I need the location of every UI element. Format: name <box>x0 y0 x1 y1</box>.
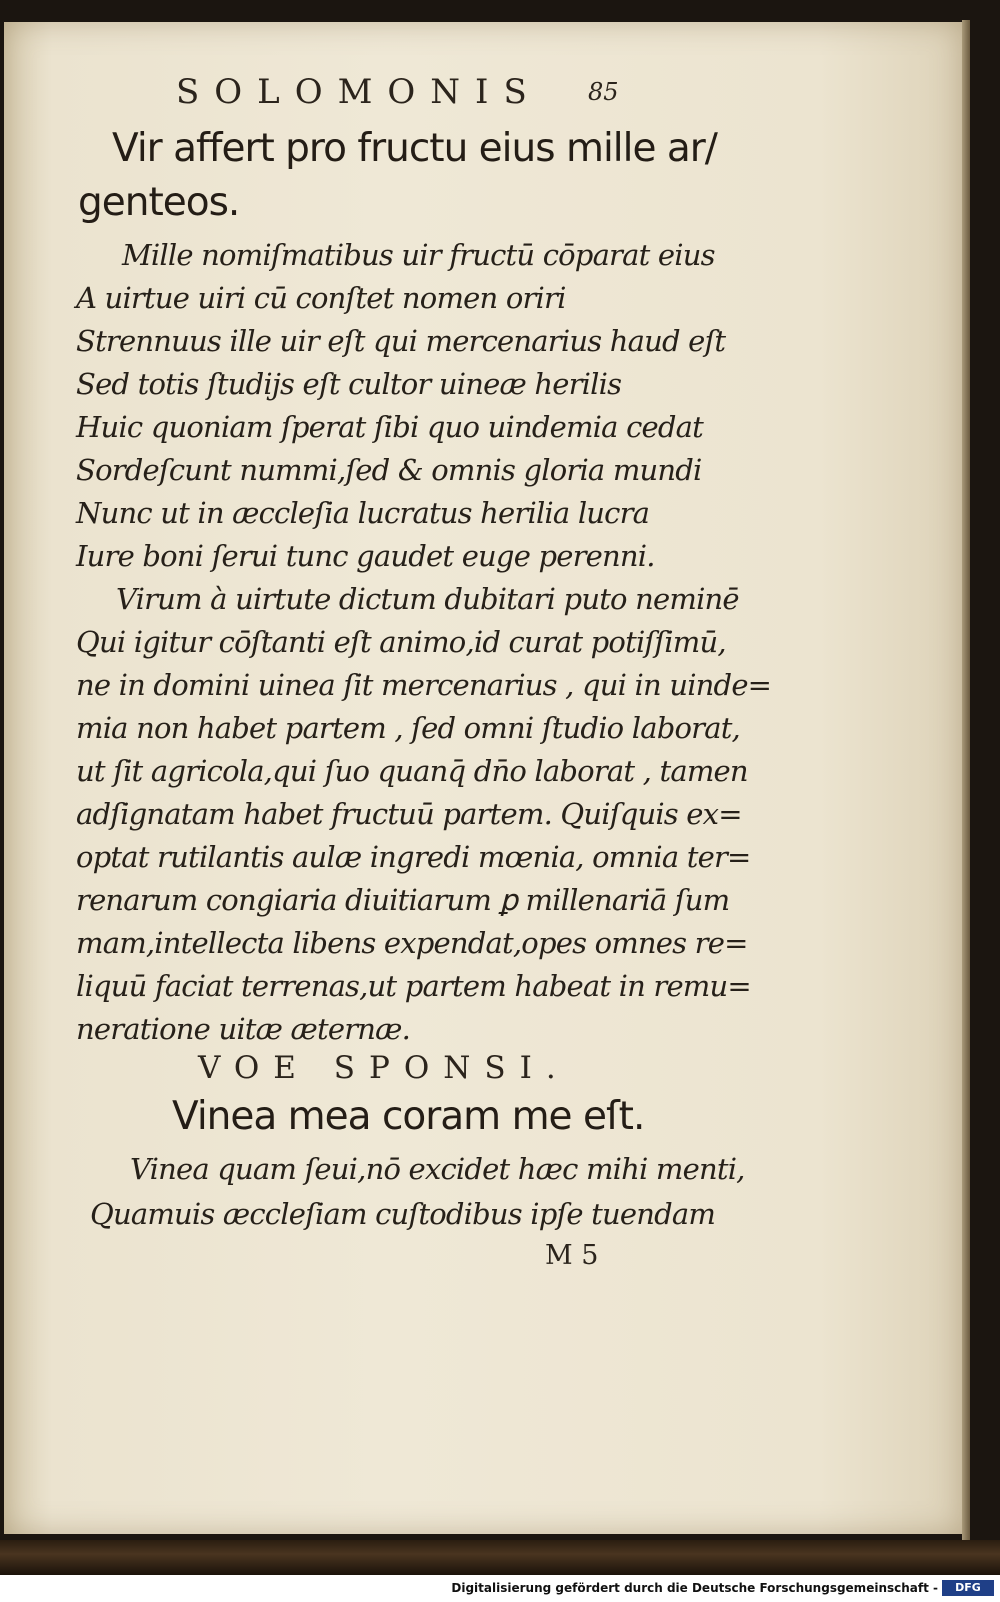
lemma-heading: Vinea mea coram me eſt. <box>172 1094 645 1139</box>
verse-line: Sordeſcunt nummi,ſed & omnis gloria mundi <box>76 453 702 487</box>
verse-line: A uirtue uiri cū conſtet nomen oriri <box>76 281 566 315</box>
verse-line: Iure boni ſerui tunc gaudet euge perenni. <box>76 539 655 573</box>
commentary-line: optat rutilantis aulæ ingredi mœnia, omnia ter= <box>76 840 751 874</box>
commentary-line: adſignatam habet fructuū partem. Quiſquis ex= <box>76 797 742 831</box>
footer-credit: Digitalisierung gefördert durch die Deutsche Forschungsgemeinschaft - <box>451 1581 938 1595</box>
verse-line: Nunc ut in æccleſia lucratus herilia lucra <box>76 496 650 530</box>
commentary-line: mia non habet partem , ſed omni ſtudio laborat, <box>76 711 740 745</box>
lemma-line-1: Vir affert pro fructu eius mille ar/ <box>112 126 717 171</box>
running-header: SOLOMONIS <box>176 72 542 112</box>
catchword: M 5 <box>545 1240 599 1271</box>
commentary-line: neratione uitæ æternæ. <box>76 1012 411 1046</box>
verse-line: Strennuus ille uir eſt qui mercenarius haud eſt <box>76 324 726 358</box>
commentary-line: Qui igitur cōſtanti eſt animo,id curat potiſſimū, <box>76 625 726 659</box>
verse-line: Huic quoniam ſperat ſibi quo uindemia cedat <box>76 410 703 444</box>
commentary-line: renarum congiaria diuitiarum ꝑ millenariā ſum <box>76 883 730 917</box>
commentary-line: Virum à uirtute dictum dubitari puto neminē <box>116 582 739 616</box>
commentary-line: mam,intellecta libens expendat,opes omnes re= <box>76 926 748 960</box>
folio-number: 85 <box>588 78 619 106</box>
verse-line: Sed totis ſtudijs eſt cultor uineæ herilis <box>76 367 622 401</box>
book-cover-edge <box>0 1540 1000 1575</box>
verse-line: Vinea quam ſeui,nō excidet hæc mihi menti, <box>130 1152 745 1186</box>
dfg-logo: DFG <box>942 1580 994 1596</box>
commentary-line: liquū faciat terrenas,ut partem habeat in remu= <box>76 969 751 1003</box>
footer-bar <box>0 1578 1000 1602</box>
verse-line: Mille nomiſmatibus uir fructū cōparat eius <box>122 238 715 272</box>
page-edge <box>962 20 970 1540</box>
commentary-line: ne in domini uinea ſit mercenarius , qui in uinde= <box>76 668 772 702</box>
commentary-line: ut ſit agricola,qui ſuo quanq̄ dn̄o laborat , tamen <box>76 754 748 788</box>
section-heading: VOE SPONSI. <box>198 1050 570 1086</box>
lemma-line-2: genteos. <box>78 180 240 225</box>
verse-line: Quamuis æccleſiam cuſtodibus ipſe tuendam <box>90 1197 716 1231</box>
